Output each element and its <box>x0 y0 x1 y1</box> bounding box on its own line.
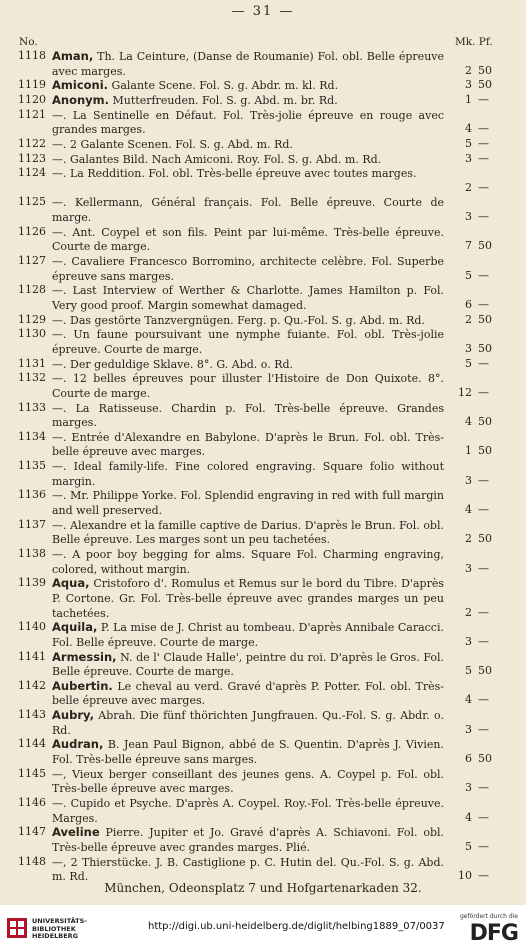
price-mark: 2 <box>465 532 472 546</box>
page-number: — 31 — <box>231 4 295 19</box>
entry-text: —. Un faune poursuivant une nymphe fuiante. Fol. obl. Très-jolie épreuve. Courte de marge. <box>52 328 444 356</box>
entry-price <box>452 693 502 708</box>
price-mark: 5 <box>465 664 472 678</box>
entry-number: 1120 <box>18 92 46 106</box>
entry-price <box>452 840 502 855</box>
catalog-entry <box>0 825 526 854</box>
entry-description <box>52 49 444 79</box>
catalog-entry <box>0 78 526 93</box>
catalog-entry <box>0 459 526 488</box>
entry-description <box>52 650 444 680</box>
entry-number: 1137 <box>18 517 46 531</box>
entry-text: Cristoforo d'. Romulus et Remus sur le bord du Tibre. D'après P. Cortone. Gr. Fol. Très-belle épreuve avec grandes marges un peu tachetées. <box>52 577 445 620</box>
entry-text: Abrah. Die fünf thörichten Jungfrauen. Qu.-Fol. S. g. Abdr. o. Rd. <box>52 709 444 737</box>
entry-description <box>52 796 444 826</box>
price-pfennig: — <box>478 268 489 282</box>
entry-description <box>52 547 444 577</box>
entry-number: 1130 <box>18 327 46 341</box>
catalog-entry <box>0 327 526 356</box>
catalog-entry <box>0 679 526 708</box>
entry-number: 1121 <box>18 107 46 121</box>
price-pfennig: — <box>478 781 489 795</box>
column-header-price: Mk. Pf. <box>455 36 493 48</box>
price-mark: 10 <box>458 869 472 883</box>
library-name-line: UNIVERSITÄTS- <box>32 917 87 925</box>
library-logo-icon <box>6 917 28 939</box>
catalog-entry <box>0 313 526 328</box>
entry-text: —. Galantes Bild. Nach Amiconi. Roy. Fol. S. g. Abd. m. Rd. <box>52 152 382 166</box>
entry-price <box>452 444 502 459</box>
entry-number: 1132 <box>18 371 46 385</box>
entry-description <box>52 93 444 109</box>
entry-text: —. Kellermann, Général français. Fol. Belle épreuve. Courte de marge. <box>52 196 444 225</box>
entry-description <box>52 679 444 709</box>
library-name-line: HEIDELBERG <box>32 932 79 940</box>
price-pfennig: — <box>478 693 489 707</box>
entry-price <box>452 752 502 767</box>
catalog-entries <box>0 49 526 884</box>
price-mark: 2 <box>465 312 472 326</box>
page-footer: München, Odeonsplatz 7 und Hofgartenarkaden 32. <box>104 881 422 895</box>
entry-price <box>452 415 502 430</box>
catalog-entry <box>0 767 526 796</box>
entry-number: 1126 <box>18 224 46 238</box>
artist-name: Armessin, <box>52 649 117 664</box>
entry-number: 1140 <box>18 620 46 634</box>
entry-description <box>52 225 444 255</box>
entry-text: —. Ideal family-life. Fine colored engraving. Square folio without margin. <box>52 460 444 488</box>
catalog-entry <box>0 518 526 547</box>
price-pfennig: 50 <box>478 312 492 326</box>
entry-text: N. de l' Claude Halle', peintre du roi. D'après le Gros. Fol. Belle épreuve. Courte de marge. <box>52 650 445 679</box>
entry-description <box>52 137 444 153</box>
entry-price <box>452 239 502 254</box>
entry-price <box>452 635 502 650</box>
catalog-entry <box>0 137 526 152</box>
sponsor-caption: gefördert durch die <box>460 913 518 920</box>
entry-price <box>452 503 502 518</box>
price-mark: 3 <box>465 341 472 355</box>
entry-price <box>452 562 502 577</box>
catalog-entry <box>0 166 526 195</box>
price-pfennig: 50 <box>478 415 492 429</box>
entry-price <box>452 313 502 328</box>
price-pfennig: — <box>478 210 489 224</box>
entry-description <box>52 401 444 431</box>
price-pfennig: — <box>478 356 489 370</box>
entry-price <box>452 78 502 93</box>
entry-number: 1131 <box>18 356 46 370</box>
catalog-entry <box>0 357 526 372</box>
price-pfennig: 50 <box>478 78 492 92</box>
price-mark: 5 <box>465 268 472 282</box>
entry-text: —. Ant. Coypel et son fils. Peint par lui-même. Très-belle épreuve. Courte de marge. <box>52 225 444 254</box>
price-pfennig: 50 <box>478 664 492 678</box>
price-mark: 7 <box>465 239 472 253</box>
catalog-entry <box>0 93 526 108</box>
dfg-logo: DFG <box>469 921 518 946</box>
entry-text: —. Alexandre et la famille captive de Darius. D'après le Brun. Fol. obl. Belle épreuve. Les marges sont un peu tachetées. <box>52 518 444 547</box>
entry-number: 1122 <box>18 136 46 150</box>
catalog-entry <box>0 283 526 312</box>
entry-description <box>52 488 444 518</box>
entry-description <box>52 430 444 460</box>
price-mark: 3 <box>465 722 472 736</box>
entry-price <box>452 386 502 401</box>
entry-price <box>452 606 502 621</box>
entry-description <box>52 166 444 182</box>
entry-text: Le cheval au verd. Gravé d'après P. Potter. Fol. obl. Très-belle épreuve avec marges. <box>52 679 444 708</box>
entry-text: P. La mise de J. Christ au tombeau. D'après Annibale Caracci. Fol. Belle épreuve. Courte de marge. <box>52 621 444 649</box>
price-mark: 6 <box>465 752 472 766</box>
price-mark: 4 <box>465 503 472 517</box>
entry-description <box>52 371 444 401</box>
catalog-entry <box>0 576 526 620</box>
entry-price <box>452 532 502 547</box>
entry-description <box>52 576 444 621</box>
entry-price <box>452 269 502 284</box>
entry-description <box>52 518 444 548</box>
price-mark: 4 <box>465 693 472 707</box>
catalog-entry <box>0 430 526 459</box>
price-mark: 5 <box>465 136 472 150</box>
artist-name: Audran, <box>52 737 104 752</box>
price-pfennig: 50 <box>478 239 492 253</box>
price-mark: 5 <box>465 356 472 370</box>
price-pfennig: — <box>478 810 489 824</box>
entry-price <box>452 474 502 489</box>
artist-name: Aveline <box>52 825 100 840</box>
entry-price <box>452 811 502 826</box>
price-pfennig: 50 <box>478 63 492 77</box>
entry-number: 1136 <box>18 488 46 502</box>
entry-number: 1133 <box>18 400 46 414</box>
entry-text: —. Last Interview of Werther & Charlotte. James Hamilton p. Fol. Very good proof. Margin somewhat damaged. <box>52 284 444 312</box>
price-mark: 5 <box>465 839 472 853</box>
entry-price <box>452 723 502 738</box>
entry-number: 1125 <box>18 195 46 209</box>
price-pfennig: — <box>478 503 489 517</box>
entry-description <box>52 327 444 357</box>
entry-price <box>452 210 502 225</box>
price-pfennig: 50 <box>478 341 492 355</box>
entry-price <box>452 93 502 108</box>
entry-number: 1124 <box>18 166 46 180</box>
entry-number: 1139 <box>18 576 46 590</box>
price-mark: 2 <box>465 63 472 77</box>
catalog-entry <box>0 195 526 224</box>
catalog-entry <box>0 254 526 283</box>
entry-text: —. Entrée d'Alexandre en Babylone. D'après le Brun. Fol. obl. Très-belle épreuve avec marges. <box>52 430 444 459</box>
entry-description <box>52 152 444 168</box>
entry-description <box>52 737 444 767</box>
price-pfennig: — <box>478 297 489 311</box>
price-mark: 4 <box>465 810 472 824</box>
entry-text: —. La Sentinelle en Défaut. Fol. Très-jolie épreuve en rouge avec grandes marges. <box>52 108 444 137</box>
entry-text: B. Jean Paul Bignon, abbé de S. Quentin. D'après J. Vivien. Fol. Très-belle épreuve sans marges. <box>52 738 444 767</box>
entry-description <box>52 195 444 225</box>
price-mark: 3 <box>465 210 472 224</box>
price-pfennig: — <box>478 869 489 883</box>
catalog-entry <box>0 225 526 254</box>
price-mark: 2 <box>465 180 472 194</box>
entry-price <box>452 298 502 313</box>
entry-text: —. 12 belles épreuves pour illuster l'Histoire de Don Quixote. 8°. Courte de marge. <box>52 372 444 400</box>
entry-number: 1127 <box>18 254 46 268</box>
entry-description <box>52 708 444 738</box>
entry-number: 1119 <box>18 78 46 92</box>
entry-description <box>52 313 444 329</box>
entry-description <box>52 283 444 313</box>
entry-description <box>52 254 444 284</box>
catalog-entry <box>0 650 526 679</box>
price-pfennig: — <box>478 634 489 648</box>
entry-price <box>452 342 502 357</box>
price-pfennig: — <box>478 122 489 136</box>
price-pfennig: — <box>478 561 489 575</box>
price-mark: 3 <box>465 151 472 165</box>
price-mark: 1 <box>465 92 472 106</box>
entry-description <box>52 357 444 373</box>
entry-number: 1138 <box>18 547 46 560</box>
entry-description <box>52 825 444 855</box>
entry-text: Pierre. Jupiter et Jo. Gravé d'après A. Schiavoni. Fol. obl. Très-belle épreuve avec grandes marges. Plié. <box>52 826 444 854</box>
catalog-entry <box>0 371 526 400</box>
catalog-entry <box>0 547 526 576</box>
entry-text: —. Mr. Philippe Yorke. Fol. Splendid engraving in red with full margin and well preserved. <box>52 489 444 518</box>
entry-description <box>52 459 444 489</box>
price-mark: 3 <box>465 781 472 795</box>
entry-number: 1141 <box>18 649 46 663</box>
price-pfennig: — <box>478 92 489 106</box>
price-mark: 3 <box>465 561 472 575</box>
entry-price <box>452 181 502 196</box>
viewer-bar <box>0 905 526 952</box>
price-mark: 1 <box>465 444 472 458</box>
price-pfennig: — <box>478 151 489 165</box>
entry-text: Galante Scene. Fol. S. g. Abdr. m. kl. Rd. <box>111 79 339 93</box>
entry-text: —. A poor boy begging for alms. Square Fol. Charming engraving, colored, without margin. <box>52 548 444 576</box>
entry-text: —, Vieux berger conseillant des jeunes gens. A. Coypel p. Fol. obl. Très-belle épreuve avec marges. <box>52 767 444 796</box>
library-name <box>32 918 87 941</box>
catalog-entry <box>0 708 526 737</box>
entry-number: 1143 <box>18 708 46 722</box>
entry-text: —. 2 Galante Scenen. Fol. S. g. Abd. m. Rd. <box>52 137 293 151</box>
entry-price <box>452 781 502 796</box>
entry-text: —. La Ratisseuse. Chardin p. Fol. Très-belle épreuve. Grandes marges. <box>52 401 444 430</box>
price-mark: 4 <box>465 122 472 136</box>
entry-text: —. Der geduldige Sklave. 8°. G. Abd. o. Rd. <box>52 357 294 371</box>
artist-name: Aman, <box>52 49 94 63</box>
price-pfennig: — <box>478 839 489 853</box>
price-mark: 3 <box>465 473 472 487</box>
entry-number: 1148 <box>18 854 46 868</box>
artist-name: Aubry, <box>52 708 94 723</box>
entry-number: 1145 <box>18 766 46 780</box>
column-header-no: No. <box>19 36 38 48</box>
entry-number: 1146 <box>18 796 46 810</box>
catalog-entry <box>0 108 526 137</box>
entry-number: 1144 <box>18 737 46 751</box>
artist-name: Aquila, <box>52 620 98 635</box>
price-pfennig: — <box>478 722 489 736</box>
price-mark: 4 <box>465 415 472 429</box>
entry-description <box>52 767 444 797</box>
entry-number: 1135 <box>18 459 46 473</box>
price-mark: 3 <box>465 634 472 648</box>
entry-number: 1134 <box>18 429 46 443</box>
price-pfennig: 50 <box>478 444 492 458</box>
entry-price <box>452 152 502 167</box>
catalog-entry <box>0 401 526 430</box>
catalog-entry <box>0 488 526 517</box>
entry-text: —. La Reddition. Fol. obl. Très-belle épreuve avec toutes marges. <box>52 167 417 181</box>
entry-price <box>452 122 502 137</box>
entry-text: Th. La Ceinture, (Danse de Roumanie) Fol. obl. Belle épreuve avec marges. <box>52 50 444 78</box>
price-pfennig: — <box>478 385 489 399</box>
permalink-url[interactable]: http://digi.ub.uni-heidelberg.de/diglit/helbing1889_07/0037 <box>148 921 445 932</box>
artist-name: Amiconi. <box>52 78 109 93</box>
price-pfennig: 50 <box>478 752 492 766</box>
catalog-entry <box>0 855 526 884</box>
entry-number: 1147 <box>18 825 46 839</box>
entry-description <box>52 620 444 650</box>
entry-text: Mutterfreuden. Fol. S. g. Abd. m. br. Rd. <box>112 93 338 107</box>
catalog-entry <box>0 796 526 825</box>
artist-name: Anonym. <box>52 92 110 107</box>
entry-price <box>452 137 502 152</box>
entry-text: —. Cavaliere Francesco Borromino, architecte celèbre. Fol. Superbe épreuve sans marges. <box>52 255 444 283</box>
artist-name: Aqua, <box>52 576 90 591</box>
price-pfennig: — <box>478 473 489 487</box>
price-mark: 2 <box>465 605 472 619</box>
catalog-entry <box>0 152 526 167</box>
catalog-entry <box>0 49 526 78</box>
entry-price <box>452 64 502 79</box>
price-mark: 3 <box>465 78 472 92</box>
entry-number: 1129 <box>18 312 46 326</box>
entry-price <box>452 357 502 372</box>
price-pfennig: 50 <box>478 532 492 546</box>
price-pfennig: — <box>478 180 489 194</box>
library-name-line: BIBLIOTHEK <box>32 924 76 933</box>
entry-number: 1142 <box>18 678 46 692</box>
price-pfennig: — <box>478 605 489 619</box>
catalog-entry <box>0 620 526 649</box>
price-mark: 6 <box>465 297 472 311</box>
entry-text: —, 2 Thierstücke. J. B. Castiglione p. C. Hutin del. Qu.-Fol. S. g. Abd. m. Rd. <box>52 855 444 884</box>
price-pfennig: — <box>478 136 489 150</box>
price-mark: 12 <box>458 385 472 399</box>
entry-description <box>52 78 444 94</box>
entry-number: 1118 <box>18 49 46 62</box>
entry-text: —. Cupido et Psyche. D'après A. Coypel. Roy.-Fol. Très-belle épreuve. Marges. <box>52 797 444 825</box>
entry-price <box>452 664 502 679</box>
catalog-entry <box>0 737 526 766</box>
entry-description <box>52 108 444 138</box>
entry-number: 1123 <box>18 151 46 165</box>
entry-number: 1128 <box>18 283 46 297</box>
entry-text: —. Das gestörte Tanzvergnügen. Ferg. p. Qu.-Fol. S. g. Abd. m. Rd. <box>52 313 425 327</box>
artist-name: Aubertin. <box>52 678 113 693</box>
